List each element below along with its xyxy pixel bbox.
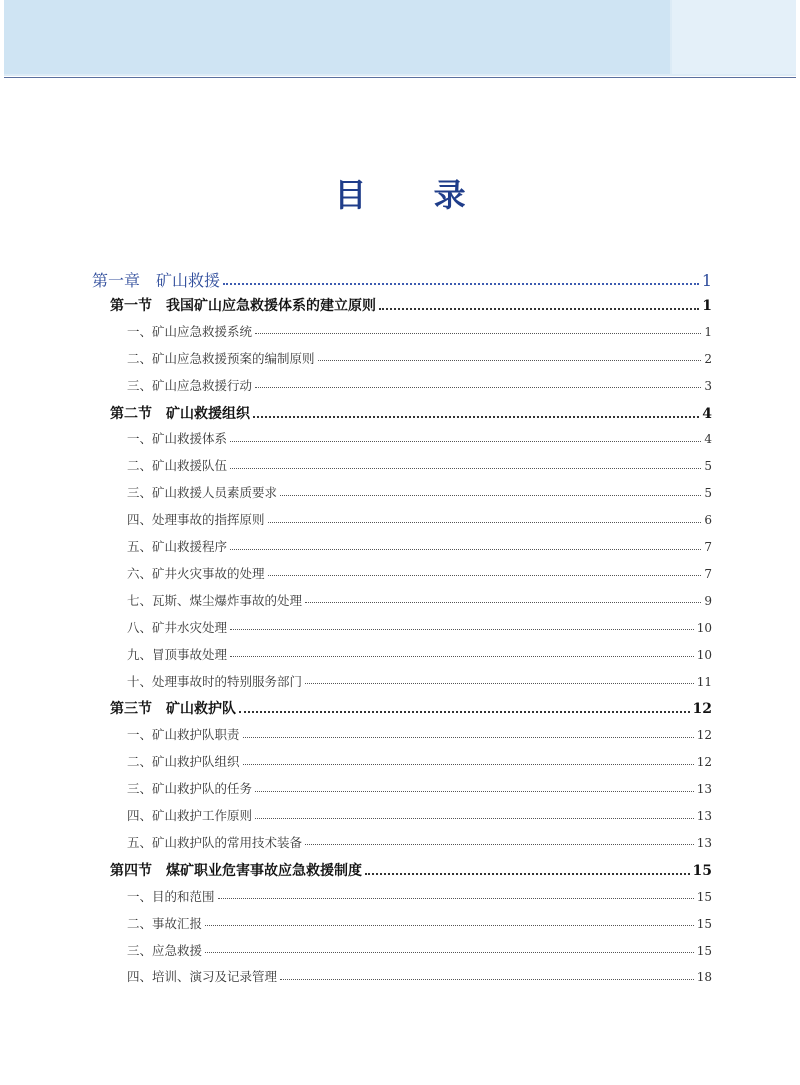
toc-page-number: 7 xyxy=(704,566,712,581)
toc-item-row[interactable] xyxy=(127,537,712,555)
toc-leader-dots xyxy=(255,818,694,819)
toc-page-number: 15 xyxy=(696,943,712,958)
toc-leader-dots xyxy=(230,441,701,442)
toc-leader-dots xyxy=(255,333,701,334)
toc-entry-title: 三、矿山救护队的任务 xyxy=(127,781,253,797)
toc-item-row[interactable] xyxy=(127,967,712,985)
toc-item-row[interactable] xyxy=(127,376,712,394)
toc-entry-title: 一、矿山救护队职责 xyxy=(127,727,240,743)
toc-entry-title: 三、矿山救援人员素质要求 xyxy=(127,485,278,501)
toc-page-number: 15 xyxy=(696,916,712,931)
toc-page-number: 5 xyxy=(704,486,712,501)
toc-item-row[interactable] xyxy=(127,806,712,824)
toc-leader-dots xyxy=(280,979,694,980)
toc-entry-title: 第一节 我国矿山应急救援体系的建立原则 xyxy=(110,297,376,314)
toc-leader-dots xyxy=(230,629,694,630)
toc-leader-dots xyxy=(230,656,694,657)
toc-page-number: 1 xyxy=(704,324,712,339)
toc-leader-dots xyxy=(230,549,701,550)
toc-entry-title: 三、应急救援 xyxy=(127,942,203,958)
header-band-main xyxy=(4,0,670,74)
header-band-side xyxy=(672,0,796,74)
toc-leader-dots xyxy=(379,308,699,310)
toc-leader-dots xyxy=(230,468,701,469)
toc-leader-dots xyxy=(255,387,701,388)
toc-leader-dots xyxy=(205,952,694,953)
toc-leader-dots xyxy=(255,791,694,792)
toc-leader-dots xyxy=(305,602,701,603)
toc-entry-title: 二、矿山救护队组织 xyxy=(127,754,240,770)
toc-item-row[interactable] xyxy=(127,887,712,905)
toc-leader-dots xyxy=(305,844,694,845)
toc-entry-title: 一、矿山应急救援系统 xyxy=(127,323,253,339)
toc-page-number: 4 xyxy=(704,432,712,447)
toc-leader-dots xyxy=(365,873,690,875)
toc-page-number: 2 xyxy=(704,351,712,366)
toc-page-number: 7 xyxy=(704,540,712,554)
toc-leader-dots xyxy=(223,283,699,285)
toc-entry-title: 第一章 矿山救援 xyxy=(92,271,221,290)
toc-leader-dots xyxy=(318,360,702,361)
toc-page-number: 15 xyxy=(696,889,712,904)
toc-item-row[interactable] xyxy=(127,456,712,474)
toc-leader-dots xyxy=(205,925,694,926)
toc-page-number: 15 xyxy=(692,862,712,879)
toc-page-number: 10 xyxy=(696,620,712,635)
toc-entry-title: 十、处理事故时的特别服务部门 xyxy=(127,673,303,689)
toc-item-row[interactable] xyxy=(127,752,712,770)
toc-entry-title: 三、矿山应急救援行动 xyxy=(127,377,253,393)
toc-leader-dots xyxy=(305,683,694,684)
toc-page-number: 12 xyxy=(696,755,712,770)
toc-page-number: 4 xyxy=(702,405,712,422)
toc-item-row[interactable] xyxy=(127,914,712,932)
toc-item-row[interactable] xyxy=(127,672,712,690)
toc-item-row[interactable] xyxy=(127,779,712,797)
toc-section-row[interactable] xyxy=(110,698,712,718)
toc-leader-dots xyxy=(280,495,701,496)
toc-page-number: 6 xyxy=(704,513,712,528)
toc-entry-title: 一、矿山救援体系 xyxy=(127,431,228,447)
toc-page-number: 10 xyxy=(696,647,712,662)
toc-entry-title: 二、矿山救援队伍 xyxy=(127,458,228,474)
toc-page-number: 5 xyxy=(704,459,712,474)
toc-section-row[interactable] xyxy=(110,295,712,315)
toc-entry-title: 二、矿山应急救援预案的编制原则 xyxy=(127,350,315,366)
toc-section-row[interactable] xyxy=(110,403,712,423)
toc-chapter-row[interactable] xyxy=(92,268,712,291)
page-title: 目 录 xyxy=(334,176,494,214)
toc-item-row[interactable] xyxy=(127,429,712,447)
toc-item-row[interactable] xyxy=(127,618,712,636)
toc-item-row[interactable] xyxy=(127,510,712,528)
toc-leader-dots xyxy=(243,764,694,765)
toc-entry-title: 九、冒顶事故处理 xyxy=(127,646,228,662)
toc-leader-dots xyxy=(239,711,690,713)
toc-item-row[interactable] xyxy=(127,564,712,582)
toc-page-number: 9 xyxy=(704,593,712,608)
toc-leader-dots xyxy=(268,575,702,576)
toc-leader-dots xyxy=(243,737,694,738)
toc-entry-title: 四、培训、演习及记录管理 xyxy=(127,969,278,985)
toc-section-row[interactable] xyxy=(110,860,712,880)
toc-item-row[interactable] xyxy=(127,591,712,609)
toc-entry-title: 七、瓦斯、煤尘爆炸事故的处理 xyxy=(127,592,303,608)
header-divider xyxy=(4,77,796,78)
header-band xyxy=(4,0,796,76)
toc-entry-title: 第四节 煤矿职业危害事故应急救援制度 xyxy=(110,862,362,879)
toc-entry-title: 第三节 矿山救护队 xyxy=(110,701,236,718)
toc-item-row[interactable] xyxy=(127,322,712,340)
toc-page-number: 12 xyxy=(692,701,712,718)
toc-page-number: 18 xyxy=(696,970,712,985)
toc-leader-dots xyxy=(268,522,702,523)
toc-page-number: 13 xyxy=(696,835,712,850)
toc-entry-title: 五、矿山救援程序 xyxy=(127,539,228,554)
toc-page-number: 1 xyxy=(701,271,712,290)
toc-page-number: 13 xyxy=(696,782,712,797)
toc-item-row[interactable] xyxy=(127,349,712,367)
toc-leader-dots xyxy=(218,898,694,899)
toc-page-number: 3 xyxy=(704,378,712,393)
toc-item-row[interactable] xyxy=(127,483,712,501)
toc-entry-title: 六、矿井火灾事故的处理 xyxy=(127,565,265,581)
toc-item-row[interactable] xyxy=(127,941,712,959)
toc-entry-title: 二、事故汇报 xyxy=(127,915,203,931)
toc-page-number: 1 xyxy=(702,297,712,314)
toc-entry-title: 四、处理事故的指挥原则 xyxy=(127,512,265,528)
toc-entry-title: 四、矿山救护工作原则 xyxy=(127,808,253,823)
toc-entry-title: 五、矿山救护队的常用技术装备 xyxy=(127,834,303,850)
toc-entry-title: 一、目的和范围 xyxy=(127,888,215,904)
toc-item-row[interactable] xyxy=(127,833,712,851)
toc-entry-title: 八、矿井水灾处理 xyxy=(127,619,228,635)
toc-entry-title: 第二节 矿山救援组织 xyxy=(110,405,250,422)
toc-item-row[interactable] xyxy=(127,725,712,743)
toc-leader-dots xyxy=(253,416,699,418)
toc-item-row[interactable] xyxy=(127,645,712,663)
toc-page-number: 13 xyxy=(696,809,712,823)
toc-page-number: 11 xyxy=(696,674,712,689)
toc-page-number: 12 xyxy=(696,728,712,743)
